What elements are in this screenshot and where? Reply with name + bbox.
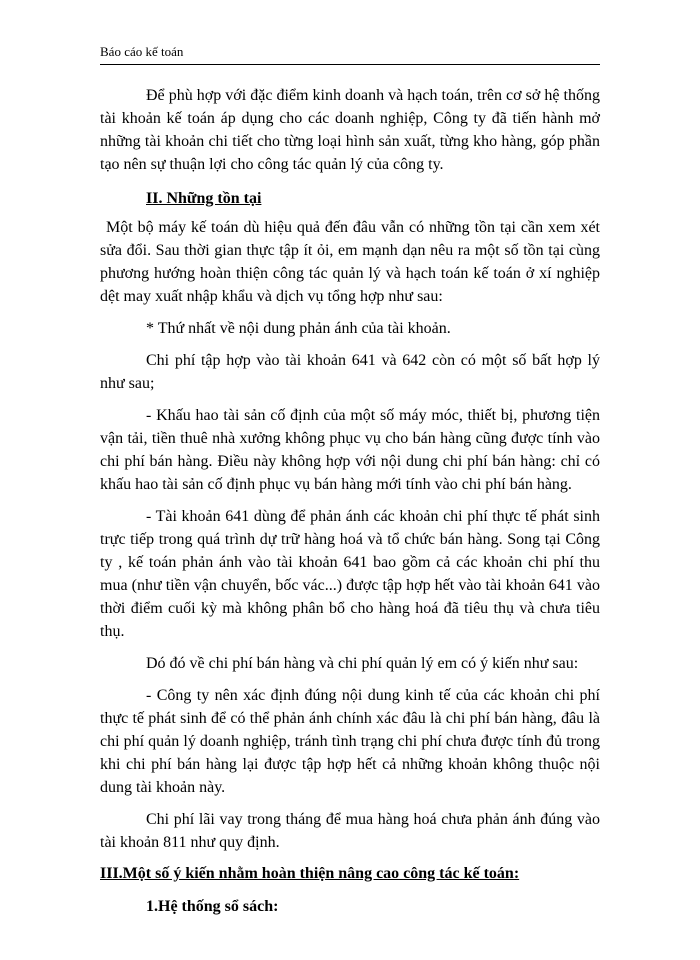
subsection-heading-bookkeeping: 1.Hệ thống sổ sách: <box>146 898 279 915</box>
header-divider <box>100 64 600 65</box>
paragraph: * Thứ nhất về nội dung phản ánh của tài khoản. <box>146 320 451 337</box>
paragraph: Dó đó về chi phí bán hàng và chi phí quản lý em có ý kiến như sau: <box>146 655 579 672</box>
intro-paragraph: Để phù hợp với đặc điểm kinh doanh và hạch toán, trên cơ sở hệ thống tài khoản kế toán áp dụng cho các doanh nghiệp, Công ty đã tiến hành mở những tài khoản chi tiết cho từng loại hình sản xuất, từng kho hàng, góp phần tạo nên sự thuận lợi cho công tác quản lý của công ty. <box>100 87 600 173</box>
section-heading-improvements: III.Một số ý kiến nhằm hoàn thiện nâng cao công tác kế toán: <box>100 865 520 882</box>
document-body <box>100 84 600 918</box>
paragraph: - Khấu hao tài sản cố định của một số máy móc, thiết bị, phương tiện vận tải, tiền thuê nhà xưởng không phục vụ cho bán hàng cũng được tính vào chi phí bán hàng. Điều này không hợp với nội dung chi phí bán hàng: chỉ có khấu hao tài sản cố định phục vụ bán hàng mới tính vào chi phí bán hàng. <box>100 407 600 493</box>
section-heading-existing-issues: II. Những tồn tại <box>146 190 262 207</box>
paragraph: Một bộ máy kế toán dù hiệu quả đến đâu vẫn có những tồn tại cần xem xét sửa đổi. Sau thời gian thực tập ít ỏi, em mạnh dạn nêu ra một số tồn tại cùng phương hướng hoàn thiện công tác quản lý và hạch toán kế toán ở xí nghiệp dệt may xuất nhập khẩu và dịch vụ tổng hợp như sau: <box>100 219 600 305</box>
document-header: Báo cáo kế toán <box>100 44 184 59</box>
paragraph: - Tài khoản 641 dùng để phản ánh các khoản chi phí thực tế phát sinh trực tiếp trong quá trình dự trữ hàng hoá và tổ chức bán hàng. Song tại Công ty , kế toán phản ánh vào tài khoản 641 bao gồm cả các khoản chi phí thu mua (như tiền vận chuyển, bốc vác...) được tập hợp hết vào tài khoản 641 vào thời điểm cuối kỳ mà không phân bổ cho hàng hoá đã tiêu thụ và chưa tiêu thụ. <box>100 508 600 640</box>
paragraph: Chi phí tập hợp vào tài khoản 641 và 642 còn có một số bất hợp lý như sau; <box>100 352 600 392</box>
paragraph: Chi phí lãi vay trong tháng để mua hàng hoá chưa phản ánh đúng vào tài khoản 811 như quy định. <box>100 811 600 851</box>
paragraph: - Công ty nên xác định đúng nội dung kinh tế của các khoản chi phí thực tế phát sinh để có thể phản ánh chính xác đâu là chi phí bán hàng, đâu là chi phí quản lý doanh nghiệp, tránh tình trạng chi phí chưa được tính đủ trong khi chi phí bán hàng lại được tập hợp hết cả những khoản không thuộc nội dung tài khoản này. <box>100 687 600 796</box>
